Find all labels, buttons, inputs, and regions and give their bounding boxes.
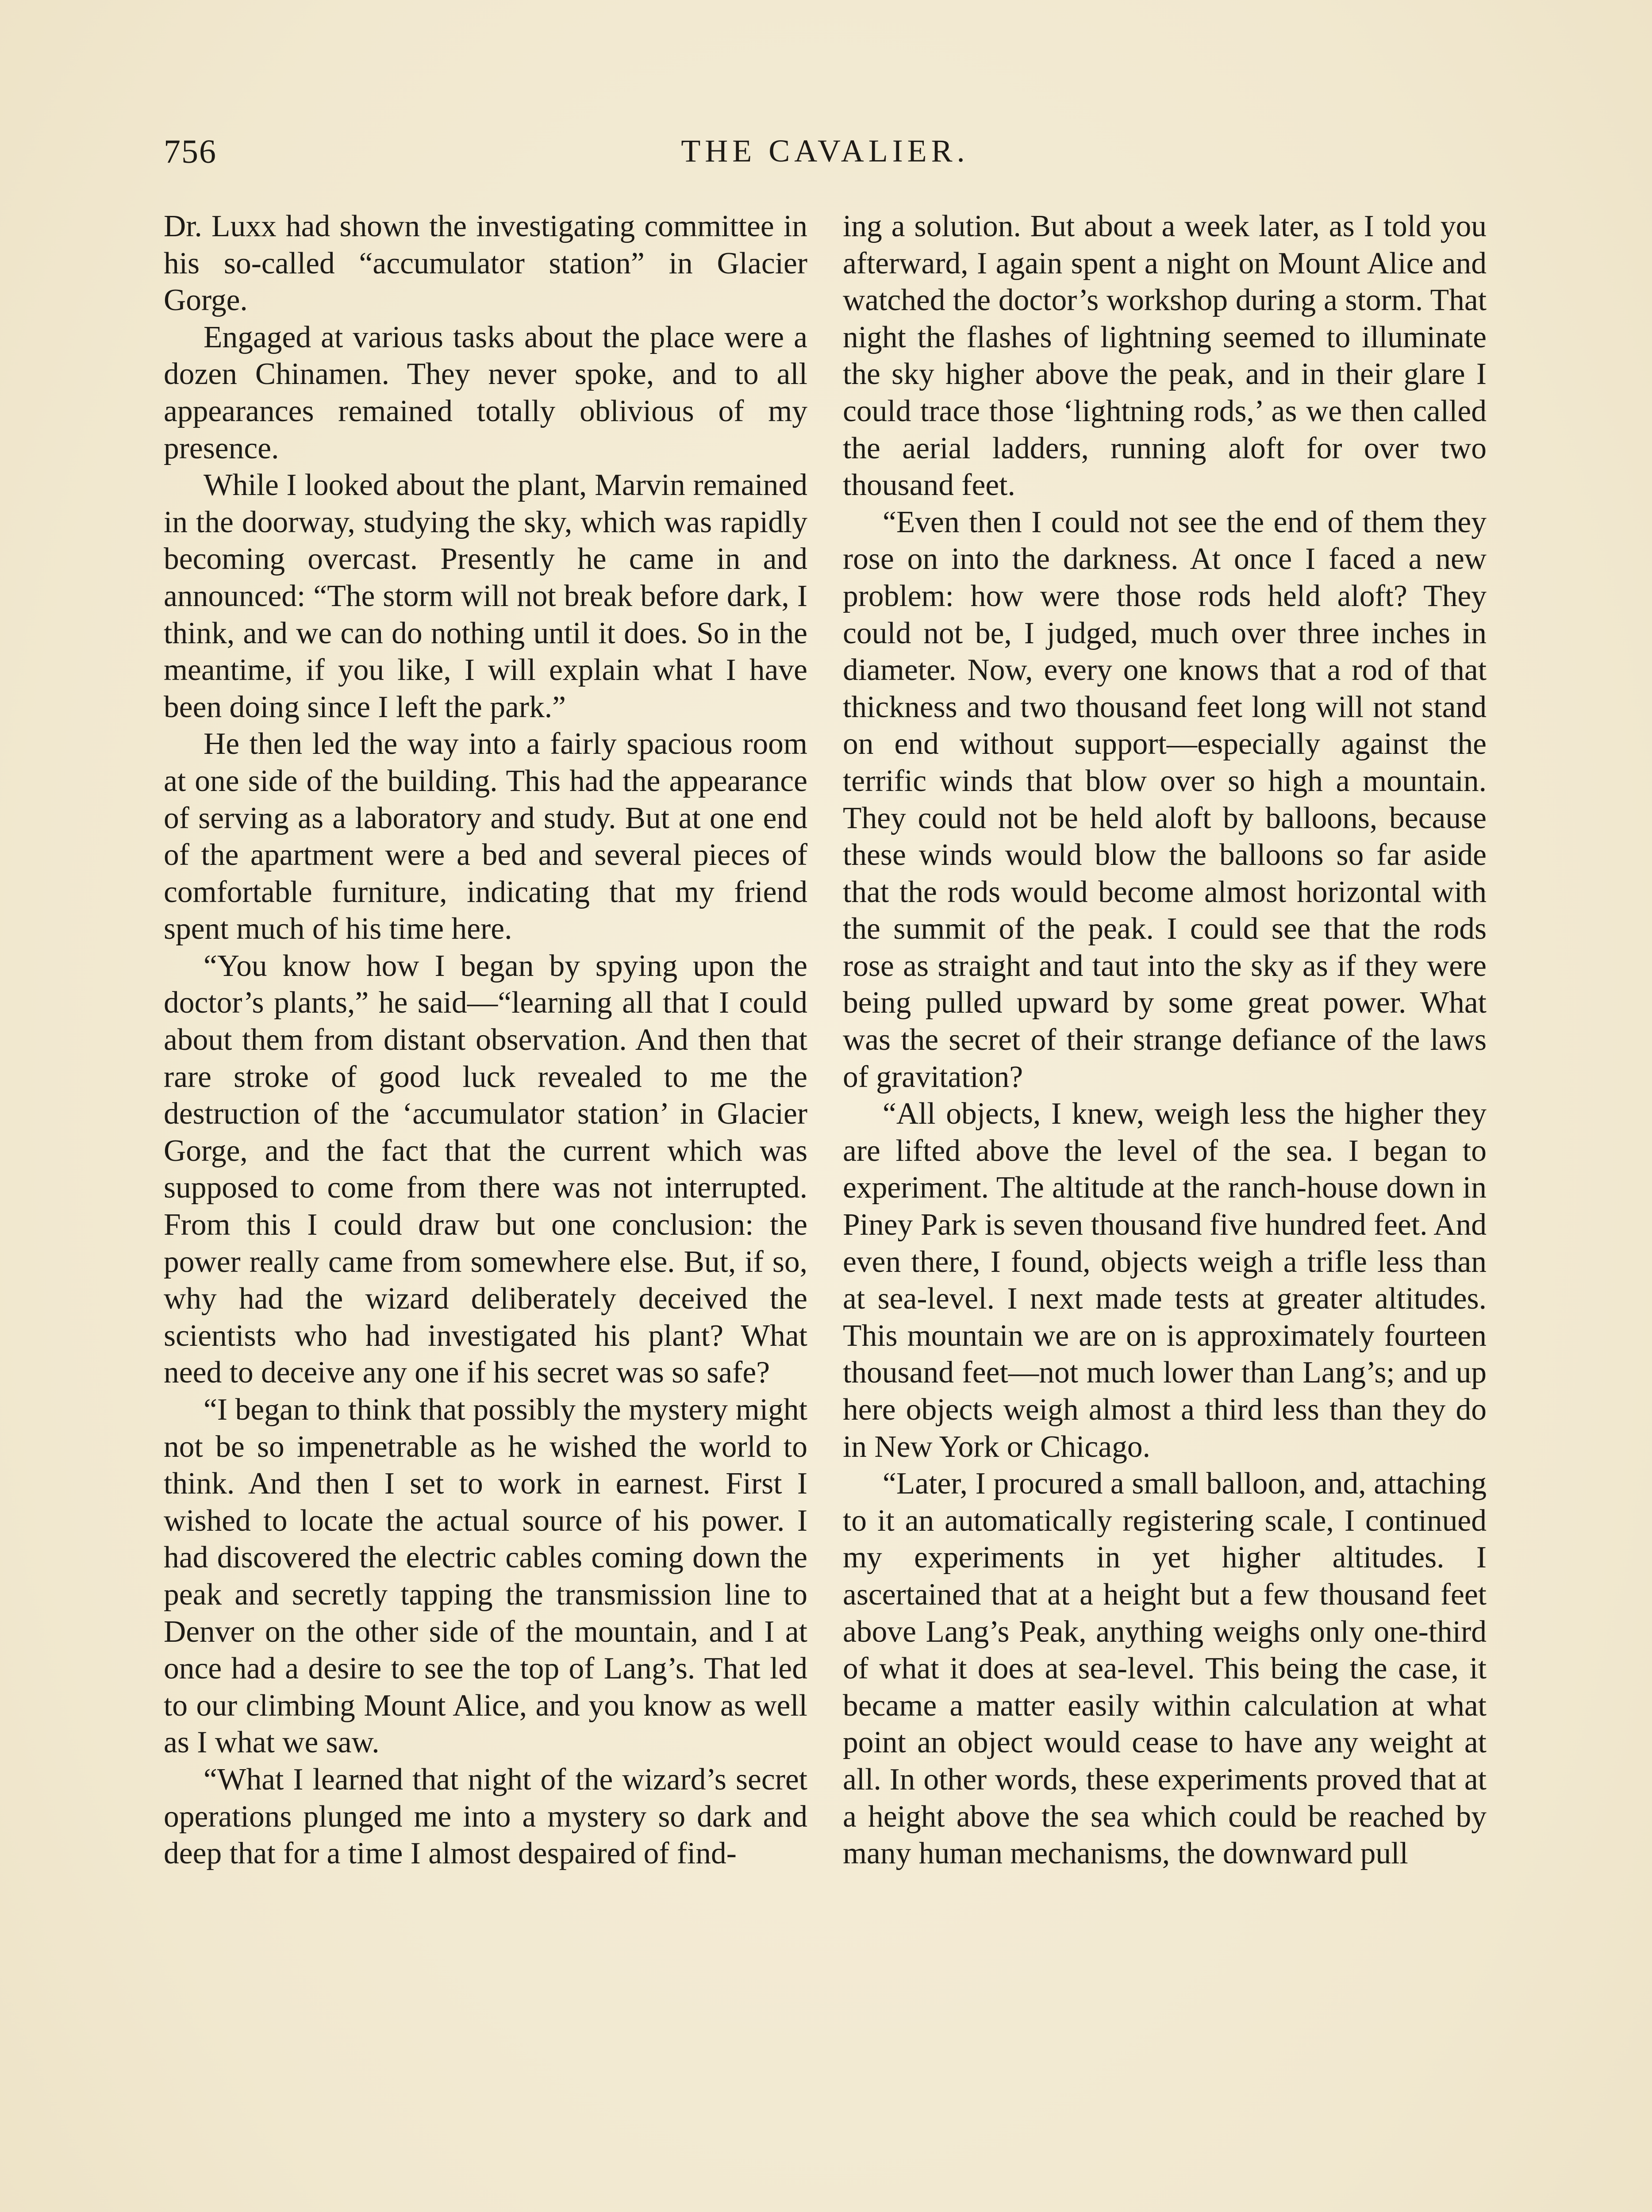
paragraph: “Even then I could not see the end of them they rose on into the darkness. At once I faced a new problem: how were those rods held aloft? They could not be, I judged, much over three inches in diameter. Now, every one knows that a rod of that thickness and two thousand feet long will not stand on end without support—especially against the terrific winds that blow over so high a mountain. They could not be held aloft by balloons, because these winds would blow the balloons so far aside that the rods would become almost horizontal with the summit of the peak. I could see that the rods rose as straight and taut into the sky as if they were being pulled upward by some great power. What was the secret of their strange defiance of the laws of gravitation?	[843, 505, 1487, 1094]
paragraph: He then led the way into a fairly spacious room at one side of the building. This had the appearance of serving as a laboratory and study. But at one end of the apartment were a bed and several pieces of comfortable furniture, indicating that my friend spent much of his time here.	[164, 727, 807, 946]
page-number: 756	[164, 133, 217, 170]
paragraph: “All objects, I knew, weigh less the higher they are lifted above the level of the sea. I began to experiment. The altitude at the ranch-house down in Piney Park is seven thousand five hundred feet. And even there, I found, objects weigh a trifle less than at sea-level. I next made tests at greater altitudes. This mountain we are on is approximately fourteen thousand feet—not much lower than Lang’s; and up here objects weigh almost a third less than they do in New York or Chicago.	[843, 1097, 1487, 1464]
left-column	[164, 208, 807, 1872]
right-column	[843, 208, 1487, 1872]
paragraph: Engaged at various tasks about the place were a dozen Chinamen. They never spoke, and to all appearances remained totally oblivious of my presence.	[164, 320, 807, 465]
paragraph: “Later, I procured a small balloon, and, attaching to it an automatically registering scale, I continued my experiments in yet higher altitudes. I ascertained that at a height but a few thousand feet above Lang’s Peak, anything weighs only one-third of what it does at sea-level. This being the case, it became a matter easily within calculation at what point an object would cease to have any weight at all. In other words, these experiments proved that at a height above the sea which could be reached by many human mechanisms, the downward pull	[843, 1467, 1487, 1871]
paragraph: “What I learned that night of the wizard’s secret operations plunged me into a mystery so dark and deep that for a time I almost despaired of find-	[164, 1762, 807, 1871]
paragraph: While I looked about the plant, Marvin remained in the doorway, studying the sky, which was rapidly becoming overcast. Presently he came in and announced: “The storm will not break before dark, I think, and we can do nothing until it does. So in the meantime, if you like, I will explain what I have been doing since I left the park.”	[164, 468, 807, 724]
paragraph: ing a solution. But about a week later, as I told you afterward, I again spent a night on Mount Alice and watched the doctor’s workshop during a storm. That night the flashes of lightning seemed to illuminate the sky higher above the peak, and in their glare I could trace those ‘lightning rods,’ as we then called the aerial ladders, running aloft for over two thousand feet.	[843, 209, 1487, 503]
paragraph: “I began to think that possibly the mystery might not be so impenetrable as he wished the world to think. And then I set to work in earnest. First I wished to locate the actual source of his power. I had discovered the electric cables coming down the peak and secretly tapping the transmission line to Denver on the other side of the mountain, and I at once had a desire to see the top of Lang’s. That led to our climbing Mount Alice, and you know as well as I what we saw.	[164, 1393, 807, 1760]
page-header	[164, 133, 1487, 181]
running-title: THE CAVALIER.	[681, 133, 969, 169]
paragraph: “You know how I began by spying upon the doctor’s plants,” he said—“learning all that I could about them from distant observation. And then that rare stroke of good luck revealed to me the destruction of the ‘accumulator station’ in Glacier Gorge, and the fact that the current which was supposed to come from there was not interrupted. From this I could draw but one conclusion: the power really came from somewhere else. But, if so, why had the wizard deliberately deceived the scientists who had investigated his plant? What need to deceive any one if his secret was so safe?	[164, 949, 807, 1390]
paragraph: Dr. Luxx had shown the investigating committee in his so-called “accumulator station” in Glacier Gorge.	[164, 209, 807, 318]
